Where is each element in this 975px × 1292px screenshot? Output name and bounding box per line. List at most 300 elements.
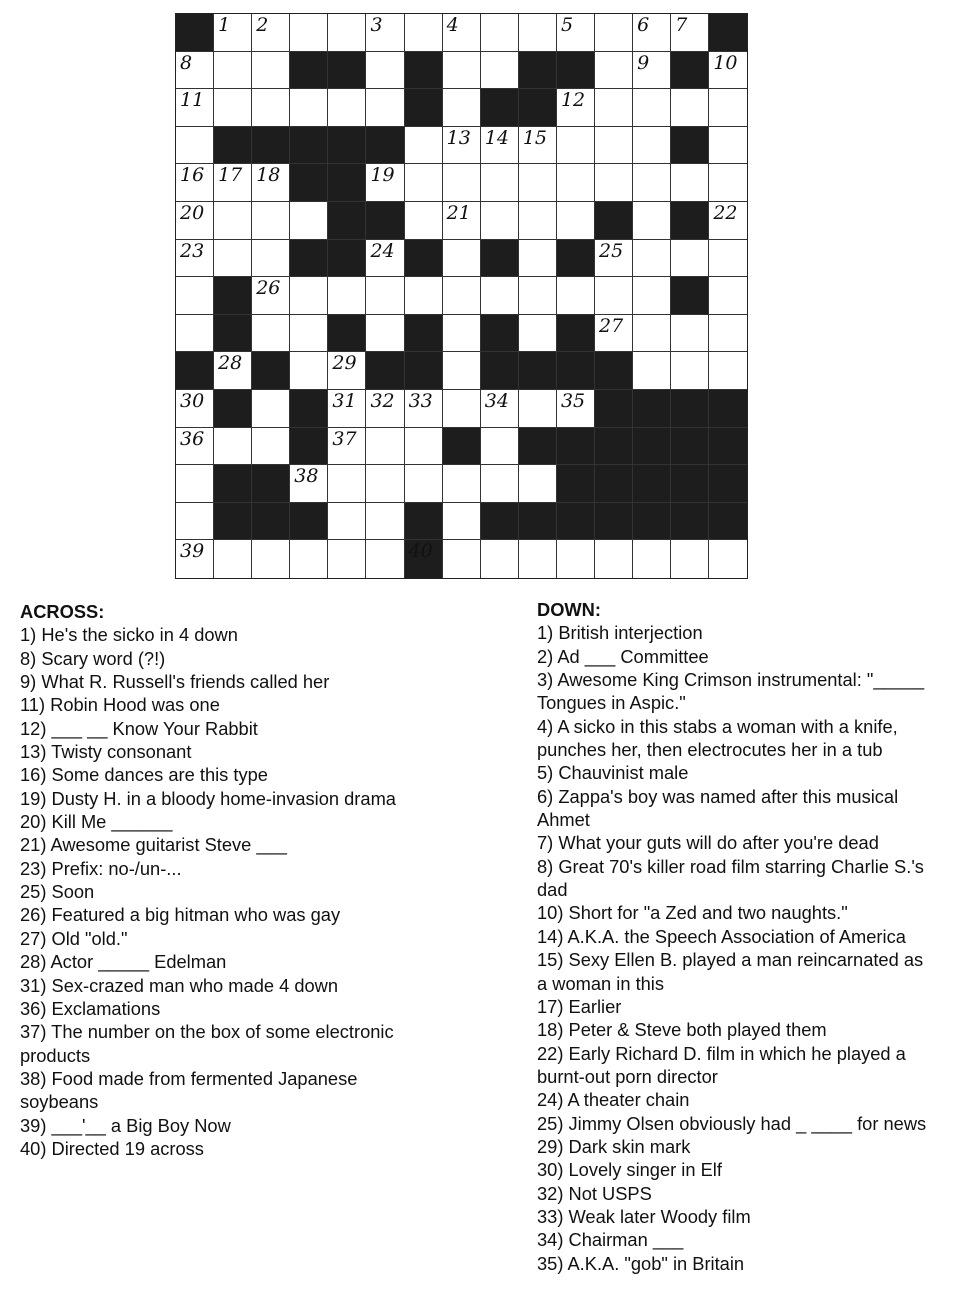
across-clue: soybeans <box>20 1091 99 1113</box>
black-square <box>709 465 747 503</box>
across-clue: 23) Prefix: no-/un-... <box>20 857 182 879</box>
black-square <box>519 428 557 466</box>
grid-square[interactable] <box>366 315 404 353</box>
across-clue: 20) Kill Me ______ <box>20 811 173 833</box>
black-square <box>405 240 443 278</box>
down-clue: 3) Awesome King Crimson instrumental: "_____ <box>537 669 925 691</box>
clue-number: 30 <box>180 389 205 412</box>
black-square <box>481 352 519 390</box>
grid-square[interactable] <box>405 202 443 240</box>
grid-square[interactable] <box>443 202 481 240</box>
grid-square[interactable] <box>595 89 633 127</box>
grid-square[interactable] <box>176 240 214 278</box>
grid-square[interactable] <box>633 14 671 52</box>
grid-square[interactable] <box>671 540 709 578</box>
grid-square[interactable] <box>366 503 404 541</box>
black-square <box>290 240 328 278</box>
grid-square[interactable] <box>557 127 595 165</box>
clue-number: 5 <box>560 14 574 36</box>
black-square <box>214 390 252 428</box>
black-square <box>328 315 366 353</box>
down-clue: 4) A sicko in this stabs a woman with a knife, <box>537 715 898 737</box>
grid-square[interactable] <box>443 52 481 90</box>
grid-square[interactable] <box>443 465 481 503</box>
grid-square[interactable] <box>328 14 366 52</box>
clue-number: 2 <box>256 14 269 36</box>
clue-number: 26 <box>256 277 281 300</box>
grid-square[interactable] <box>519 240 557 278</box>
black-square <box>405 52 443 90</box>
grid-square[interactable] <box>176 428 214 466</box>
across-clues <box>20 600 490 1160</box>
clue-number: 27 <box>599 314 624 337</box>
grid-square[interactable] <box>595 164 633 202</box>
grid-square[interactable] <box>519 465 557 503</box>
grid-square[interactable] <box>176 277 214 315</box>
grid-square[interactable] <box>633 52 671 90</box>
down-clues <box>537 598 972 1275</box>
grid-square[interactable] <box>557 202 595 240</box>
grid-square[interactable] <box>595 52 633 90</box>
black-square <box>366 202 404 240</box>
black-square <box>633 465 671 503</box>
across-clue: 27) Old "old." <box>20 927 128 949</box>
across-clue: 37) The number on the box of some electronic <box>20 1021 394 1043</box>
grid-square[interactable] <box>709 52 747 90</box>
down-clue: 33) Weak later Woody film <box>537 1205 751 1227</box>
grid-square[interactable] <box>633 352 671 390</box>
clue-number: 9 <box>637 51 650 74</box>
grid-square[interactable] <box>633 277 671 315</box>
grid-square[interactable] <box>443 164 481 202</box>
grid-square[interactable] <box>252 277 290 315</box>
clue-number: 15 <box>522 126 548 149</box>
black-square <box>557 465 595 503</box>
black-square <box>366 352 404 390</box>
black-square <box>405 352 443 390</box>
grid-square[interactable] <box>290 315 328 353</box>
grid-square[interactable] <box>709 240 747 278</box>
grid-square[interactable] <box>214 89 252 127</box>
across-clue: 12) ___ __ Know Your Rabbit <box>20 717 258 739</box>
grid-square[interactable] <box>481 540 519 578</box>
black-square <box>709 14 747 52</box>
clue-number: 34 <box>484 389 509 412</box>
grid-square[interactable] <box>176 390 214 428</box>
black-square <box>214 465 252 503</box>
grid-square[interactable] <box>176 540 214 578</box>
black-square <box>443 428 481 466</box>
grid-square[interactable] <box>290 89 328 127</box>
grid-square[interactable] <box>252 52 290 90</box>
grid-square[interactable] <box>252 240 290 278</box>
grid-square[interactable] <box>595 540 633 578</box>
grid-square[interactable] <box>671 89 709 127</box>
black-square <box>557 240 595 278</box>
down-clue: Tongues in Aspic." <box>537 692 686 714</box>
grid-square[interactable] <box>709 540 747 578</box>
grid-square[interactable] <box>252 390 290 428</box>
clue-number: 21 <box>446 201 471 224</box>
clue-number: 3 <box>370 14 383 36</box>
grid-square[interactable] <box>557 164 595 202</box>
grid-square[interactable] <box>290 202 328 240</box>
clue-number: 29 <box>332 352 357 375</box>
black-square <box>671 428 709 466</box>
clue-number: 4 <box>446 14 459 36</box>
black-square <box>405 89 443 127</box>
grid-square[interactable] <box>481 127 519 165</box>
down-clue-list <box>537 621 972 1275</box>
grid-square[interactable] <box>405 428 443 466</box>
grid-square[interactable] <box>481 14 519 52</box>
black-square <box>709 390 747 428</box>
down-clue: 22) Early Richard D. film in which he played a <box>537 1042 906 1064</box>
grid-square[interactable] <box>709 89 747 127</box>
down-clue: 6) Zappa's boy was named after this musical <box>537 785 899 807</box>
clue-number: 33 <box>408 389 433 412</box>
black-square <box>176 352 214 390</box>
grid-square[interactable] <box>328 390 366 428</box>
grid-square[interactable] <box>328 465 366 503</box>
grid-square[interactable] <box>443 89 481 127</box>
grid-square[interactable] <box>595 315 633 353</box>
black-square <box>557 352 595 390</box>
clue-number: 25 <box>599 239 624 262</box>
black-square <box>595 352 633 390</box>
black-square <box>328 202 366 240</box>
grid-square[interactable] <box>519 127 557 165</box>
grid-square[interactable] <box>557 390 595 428</box>
black-square <box>557 428 595 466</box>
clue-number: 19 <box>370 164 395 187</box>
grid-square[interactable] <box>671 352 709 390</box>
black-square <box>633 428 671 466</box>
down-clue: 34) Chairman ___ <box>537 1229 684 1251</box>
crossword-grid-container <box>175 13 748 579</box>
grid-square[interactable] <box>252 202 290 240</box>
across-heading: ACROSS: <box>20 601 105 622</box>
grid-square[interactable] <box>709 202 747 240</box>
across-clue: 21) Awesome guitarist Steve ___ <box>20 834 287 856</box>
down-clue: 18) Peter & Steve both played them <box>537 1019 827 1041</box>
grid-square[interactable] <box>328 428 366 466</box>
clue-number: 18 <box>256 164 281 187</box>
grid-square[interactable] <box>176 52 214 90</box>
black-square <box>252 352 290 390</box>
grid-square[interactable] <box>709 315 747 353</box>
grid-square[interactable] <box>176 503 214 541</box>
down-clue: 24) A theater chain <box>537 1089 690 1111</box>
black-square <box>481 89 519 127</box>
grid-square[interactable] <box>328 352 366 390</box>
across-clue: 31) Sex-crazed man who made 4 down <box>20 974 339 996</box>
black-square <box>671 202 709 240</box>
black-square <box>214 315 252 353</box>
grid-square[interactable] <box>443 352 481 390</box>
down-clue: 17) Earlier <box>537 995 622 1017</box>
black-square <box>405 540 443 578</box>
clue-number: 10 <box>713 51 738 74</box>
grid-square[interactable] <box>252 540 290 578</box>
across-clue: 28) Actor _____ Edelman <box>20 951 227 973</box>
grid-square[interactable] <box>405 164 443 202</box>
grid-square[interactable] <box>443 390 481 428</box>
grid-square[interactable] <box>595 127 633 165</box>
grid-square[interactable] <box>214 540 252 578</box>
clue-number: 16 <box>180 164 205 187</box>
down-clue: 1) British interjection <box>537 622 703 644</box>
grid-square[interactable] <box>176 164 214 202</box>
black-square <box>481 240 519 278</box>
grid-square[interactable] <box>366 390 404 428</box>
black-square <box>252 127 290 165</box>
grid-square[interactable] <box>595 277 633 315</box>
grid-square[interactable] <box>366 89 404 127</box>
grid-square[interactable] <box>709 164 747 202</box>
grid-square[interactable] <box>405 14 443 52</box>
black-square <box>214 277 252 315</box>
black-square <box>671 465 709 503</box>
clue-number: 14 <box>484 126 509 149</box>
grid-square[interactable] <box>633 540 671 578</box>
black-square <box>671 127 709 165</box>
down-clue: 10) Short for "a Zed and two naughts." <box>537 902 848 924</box>
across-clue: 36) Exclamations <box>20 997 161 1019</box>
grid-square[interactable] <box>290 352 328 390</box>
black-square <box>290 164 328 202</box>
clue-number: 8 <box>180 51 193 74</box>
across-clue: 16) Some dances are this type <box>20 764 268 786</box>
grid-square[interactable] <box>519 164 557 202</box>
across-clue: 13) Twisty consonant <box>20 741 192 763</box>
grid-square[interactable] <box>328 540 366 578</box>
grid-square[interactable] <box>671 315 709 353</box>
grid-square[interactable] <box>176 202 214 240</box>
black-square <box>252 503 290 541</box>
across-clue: 19) Dusty H. in a bloody home-invasion drama <box>20 787 396 809</box>
grid-square[interactable] <box>519 315 557 353</box>
grid-square[interactable] <box>328 277 366 315</box>
grid-square[interactable] <box>481 164 519 202</box>
grid-square[interactable] <box>671 164 709 202</box>
clue-number: 23 <box>180 239 205 262</box>
grid-square[interactable] <box>709 277 747 315</box>
grid-square[interactable] <box>405 390 443 428</box>
grid-square[interactable] <box>252 164 290 202</box>
black-square <box>176 14 214 52</box>
grid-square[interactable] <box>633 240 671 278</box>
grid-square[interactable] <box>519 390 557 428</box>
grid-square[interactable] <box>214 240 252 278</box>
black-square <box>405 315 443 353</box>
black-square <box>290 428 328 466</box>
clue-number: 12 <box>560 89 586 112</box>
black-square <box>557 52 595 90</box>
down-clue: 35) A.K.A. "gob" in Britain <box>537 1252 745 1274</box>
grid-square[interactable] <box>366 540 404 578</box>
black-square <box>252 465 290 503</box>
grid-square[interactable] <box>443 503 481 541</box>
down-clue: burnt-out porn director <box>537 1065 718 1087</box>
grid-square[interactable] <box>481 52 519 90</box>
grid-square[interactable] <box>252 428 290 466</box>
grid-square[interactable] <box>557 14 595 52</box>
across-clue: products <box>20 1044 91 1066</box>
clue-number: 17 <box>218 164 243 187</box>
down-clue: 2) Ad ___ Committee <box>537 645 709 667</box>
grid-square[interactable] <box>595 240 633 278</box>
down-clue: punches her, then electrocutes her in a tub <box>537 739 883 761</box>
across-clue: 8) Scary word (?!) <box>20 647 166 669</box>
black-square <box>633 390 671 428</box>
grid-square[interactable] <box>709 127 747 165</box>
grid-square[interactable] <box>443 277 481 315</box>
black-square <box>519 89 557 127</box>
grid-square[interactable] <box>405 465 443 503</box>
clue-number: 20 <box>180 201 205 224</box>
grid-square[interactable] <box>519 202 557 240</box>
grid-square[interactable] <box>328 89 366 127</box>
grid-square[interactable] <box>366 14 404 52</box>
black-square <box>595 428 633 466</box>
down-clue: 32) Not USPS <box>537 1182 652 1204</box>
grid-square[interactable] <box>481 428 519 466</box>
black-square <box>214 127 252 165</box>
across-clue: 38) Food made from fermented Japanese <box>20 1067 358 1089</box>
grid-square[interactable] <box>633 315 671 353</box>
clue-number: 37 <box>332 427 357 450</box>
grid-square[interactable] <box>214 52 252 90</box>
grid-square[interactable] <box>252 315 290 353</box>
grid-square[interactable] <box>366 277 404 315</box>
grid-square[interactable] <box>443 315 481 353</box>
grid-square[interactable] <box>366 428 404 466</box>
grid-square[interactable] <box>519 277 557 315</box>
grid-square[interactable] <box>214 202 252 240</box>
grid-square[interactable] <box>633 127 671 165</box>
black-square <box>595 465 633 503</box>
grid-square[interactable] <box>366 164 404 202</box>
grid-square[interactable] <box>557 89 595 127</box>
down-clue: 25) Jimmy Olsen obviously had _ ____ for news <box>537 1112 927 1134</box>
grid-square[interactable] <box>671 240 709 278</box>
grid-square[interactable] <box>443 14 481 52</box>
grid-square[interactable] <box>481 202 519 240</box>
grid-square[interactable] <box>176 465 214 503</box>
grid-square[interactable] <box>405 277 443 315</box>
black-square <box>557 503 595 541</box>
grid-square[interactable] <box>671 14 709 52</box>
down-clue: a woman in this <box>537 972 665 994</box>
grid-square[interactable] <box>405 127 443 165</box>
grid-square[interactable] <box>443 540 481 578</box>
grid-square[interactable] <box>557 540 595 578</box>
grid-square[interactable] <box>252 89 290 127</box>
grid-square[interactable] <box>366 52 404 90</box>
grid-square[interactable] <box>633 89 671 127</box>
black-square <box>519 352 557 390</box>
grid-square[interactable] <box>519 14 557 52</box>
black-square <box>328 164 366 202</box>
grid-square[interactable] <box>443 127 481 165</box>
grid-square[interactable] <box>328 503 366 541</box>
grid-square[interactable] <box>709 352 747 390</box>
grid-square[interactable] <box>557 277 595 315</box>
grid-square[interactable] <box>214 164 252 202</box>
grid-square[interactable] <box>252 14 290 52</box>
black-square <box>557 315 595 353</box>
across-clue-list <box>20 623 490 1160</box>
grid-square[interactable] <box>176 315 214 353</box>
grid-square[interactable] <box>481 390 519 428</box>
grid-square[interactable] <box>176 127 214 165</box>
across-clue: 40) Directed 19 across <box>20 1137 204 1159</box>
across-clue: 9) What R. Russell's friends called her <box>20 671 330 693</box>
down-clue: 29) Dark skin mark <box>537 1135 691 1157</box>
black-square <box>519 52 557 90</box>
grid-square[interactable] <box>290 277 328 315</box>
black-square <box>595 503 633 541</box>
black-square <box>481 503 519 541</box>
black-square <box>709 428 747 466</box>
black-square <box>290 390 328 428</box>
black-square <box>595 202 633 240</box>
clue-number: 28 <box>218 352 243 375</box>
grid-square[interactable] <box>214 14 252 52</box>
black-square <box>633 503 671 541</box>
clue-number: 7 <box>675 14 688 36</box>
grid-square[interactable] <box>481 277 519 315</box>
black-square <box>405 503 443 541</box>
black-square <box>290 503 328 541</box>
grid-square[interactable] <box>481 465 519 503</box>
grid-square[interactable] <box>214 428 252 466</box>
clue-number: 32 <box>370 389 395 412</box>
clue-number: 31 <box>332 389 357 412</box>
grid-square[interactable] <box>366 240 404 278</box>
grid-square[interactable] <box>633 202 671 240</box>
grid-square[interactable] <box>176 89 214 127</box>
grid-square[interactable] <box>290 14 328 52</box>
down-clue: 30) Lovely singer in Elf <box>537 1159 722 1181</box>
crossword-grid <box>175 13 748 579</box>
clue-number: 39 <box>180 540 205 563</box>
black-square <box>328 52 366 90</box>
grid-square[interactable] <box>290 465 328 503</box>
grid-square[interactable] <box>214 352 252 390</box>
black-square <box>519 503 557 541</box>
across-clue: 26) Featured a big hitman who was gay <box>20 904 341 926</box>
grid-square[interactable] <box>633 164 671 202</box>
across-clue: 11) Robin Hood was one <box>20 694 220 716</box>
black-square <box>366 127 404 165</box>
black-square <box>328 240 366 278</box>
down-clue: dad <box>537 879 568 901</box>
clue-number: 38 <box>294 465 319 488</box>
clue-number: 24 <box>370 239 395 262</box>
grid-square[interactable] <box>443 240 481 278</box>
grid-square[interactable] <box>519 540 557 578</box>
black-square <box>595 390 633 428</box>
black-square <box>290 127 328 165</box>
grid-square[interactable] <box>290 540 328 578</box>
grid-square[interactable] <box>366 465 404 503</box>
black-square <box>481 315 519 353</box>
down-clue: 14) A.K.A. the Speech Association of America <box>537 925 906 947</box>
grid-square[interactable] <box>595 14 633 52</box>
across-clue: 39) ___'__ a Big Boy Now <box>20 1114 231 1136</box>
